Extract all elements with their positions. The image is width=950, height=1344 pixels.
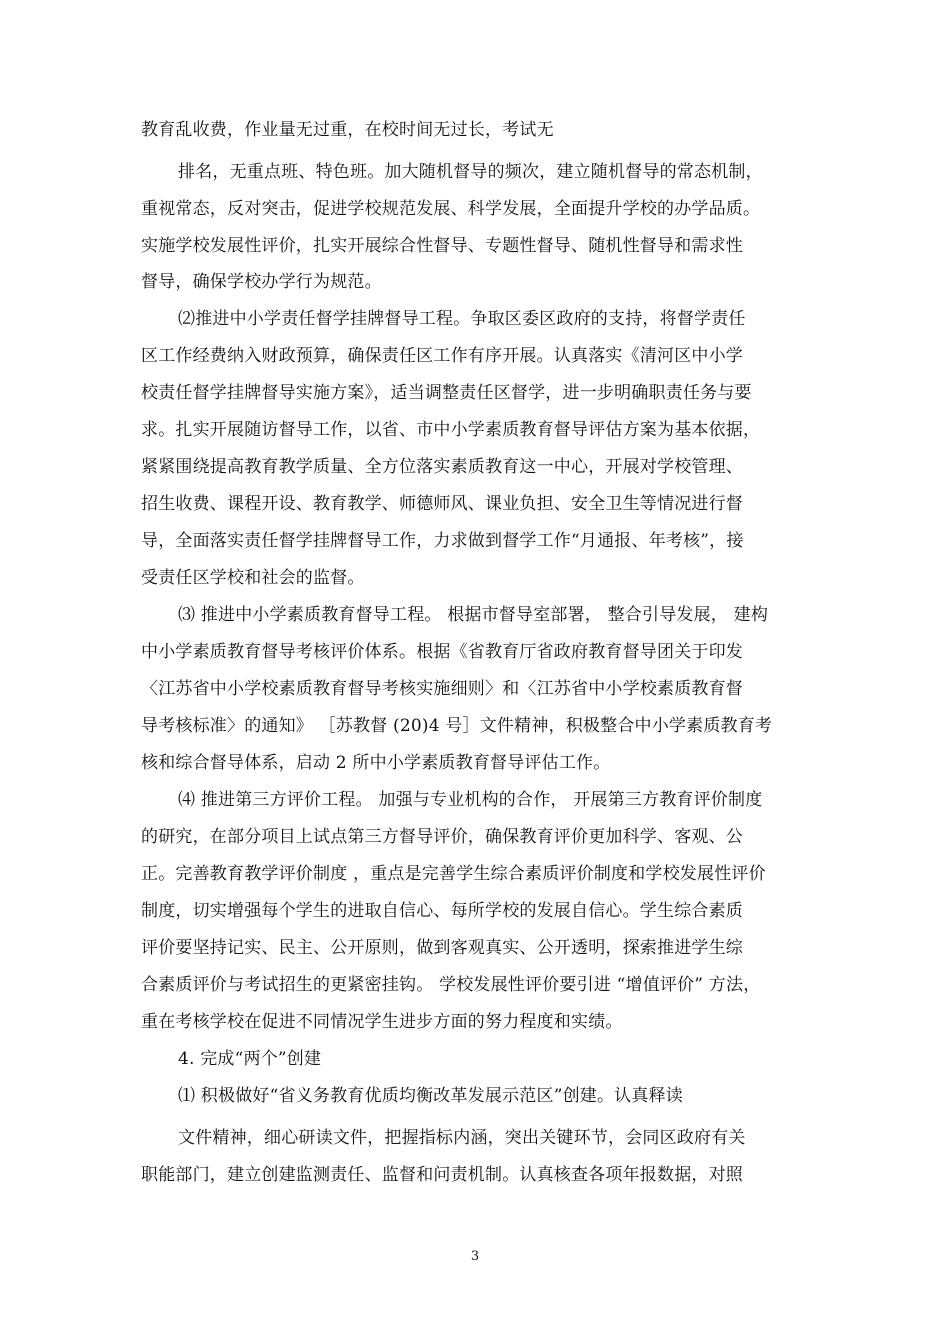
text-line-12: 导，全面落实责任督学挂牌督导工作，力求做到督学工作“月通报、年考核”，接: [141, 531, 744, 551]
text-line-3: 重视常态，反对突击，促进学校规范发展、科学发展，全面提升学校的办学品质。: [141, 199, 761, 219]
text-line-4: 实施学校发展性评价，扎实开展综合性督导、专题性督导、随机性督导和需求性: [141, 236, 743, 256]
text-line-9: 求。扎实开展随访督导工作，以省、市中小学素质教育督导评估方案为基本依据，: [141, 420, 761, 440]
text-line-10: 紧紧围绕提高教育教学质量、全方位落实素质教育这一中心，开展对学校管理、: [141, 457, 743, 477]
text-line-28: 文件精神，细心研读文件，把握指标内涵，突出关键环节，会同区政府有关: [178, 1128, 746, 1148]
text-line-19: ⑷ 推进第三方评价工程。 加强与专业机构的合作， 开展第三方教育评价制度: [178, 790, 763, 810]
text-line-8: 校责任督学挂牌督导实施方案》，适当调整责任区督学，进一步明确职责任务与要: [141, 383, 752, 403]
text-line-18: 核和综合督导体系，启动 2 所中小学素质教育督导评估工作。: [141, 753, 611, 773]
text-line-17: 导考核标准〉的通知》 ［苏教督 (20)4 号］文件精神，积极整合中小学素质教育考: [141, 716, 773, 736]
section-heading: 4. 完成“两个”创建: [178, 1049, 322, 1069]
text-line-13: 受责任区学校和社会的监督。: [141, 568, 365, 588]
text-line-7: 区工作经费纳入财政预算，确保责任区工作有序开展。认真落实《清河区中小学: [141, 346, 743, 366]
text-line-21: 正。完善教育教学评价制度 ，重点是完善学生综合素质评价制度和学校发展性评价: [141, 864, 766, 884]
page-number: 3: [470, 1249, 480, 1264]
text-line-24: 合素质评价与考试招生的更紧密挂钩。 学校发展性评价要引进 “增值评价” 方法，: [141, 975, 761, 995]
text-line-1: 教育乱收费，作业量无过重，在校时间无过长，考试无: [141, 120, 554, 140]
text-line-16: 〈江苏省中小学校素质教育督导考核实施细则〉和〈江苏省中小学校素质教育督: [141, 679, 743, 699]
text-line-22: 制度，切实增强每个学生的进取自信心、每所学校的发展自信心。学生综合素质: [141, 901, 743, 921]
text-line-14: ⑶ 推进中小学素质教育督导工程。 根据市督导室部署， 整合引导发展， 建构: [178, 605, 769, 625]
text-line-29: 职能部门，建立创建监测责任、监督和问责机制。认真核查各项年报数据，对照: [141, 1165, 743, 1185]
text-line-11: 招生收费、课程开设、教育教学、师德师风、课业负担、安全卫生等情况进行督: [141, 494, 743, 514]
text-line-23: 评价要坚持记实、民主、公开原则，做到客观真实、公开透明，探索推进学生综: [141, 938, 743, 958]
text-line-25: 重在考核学校在促进不同情况学生进步方面的努力程度和实绩。: [141, 1012, 623, 1032]
text-line-15: 中小学素质教育督导考核评价体系。根据《省教育厅省政府教育督导团关于印发: [141, 642, 743, 662]
text-line-20: 的研究，在部分项目上试点第三方督导评价，确保教育评价更加科学、客观、公: [141, 827, 743, 847]
text-line-6: ⑵推进中小学责任督学挂牌督导工程。争取区委区政府的支持，将督学责任: [178, 309, 746, 329]
text-line-27: ⑴ 积极做好“省义务教育优质均衡改革发展示范区”创建。认真释读: [178, 1086, 683, 1106]
text-line-2: 排名，无重点班、特色班。加大随机督导的频次，建立随机督导的常态机制，: [178, 162, 763, 182]
text-line-5: 督导，确保学校办学行为规范。: [141, 272, 382, 292]
